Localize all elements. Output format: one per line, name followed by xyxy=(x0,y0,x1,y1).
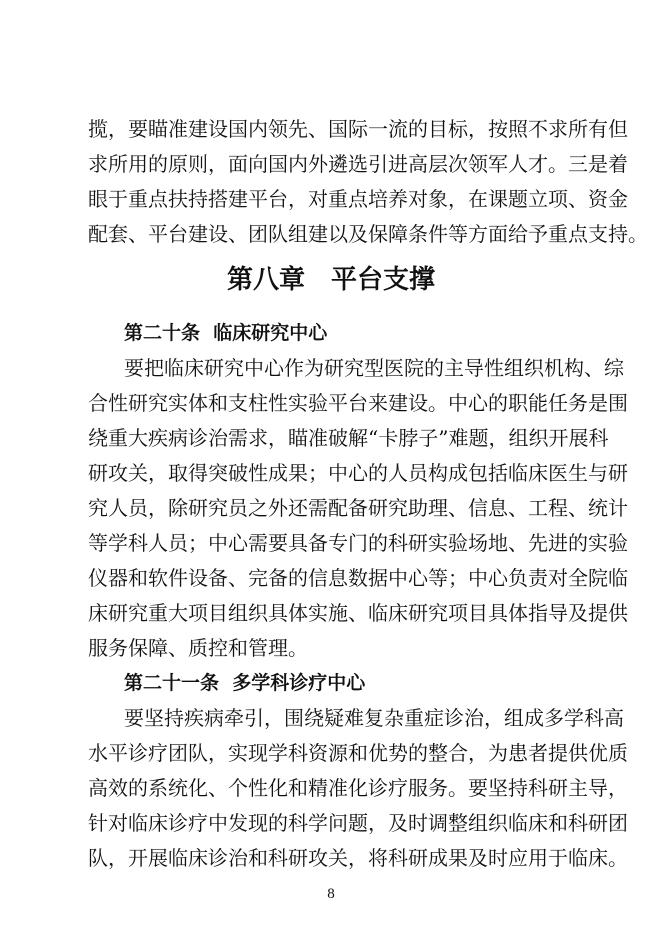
body-text-line: 合性研究实体和支柱性实验平台来建设。中心的职能任务是围 xyxy=(88,391,628,415)
body-text-line: 服务保障、质控和管理。 xyxy=(88,636,308,660)
body-text-line: 水平诊疗团队，实现学科资源和优势的整合，为患者提供优质 xyxy=(88,741,628,765)
body-text-line: 配套、平台建设、团队组建以及保障条件等方面给予重点支持。 xyxy=(88,222,648,246)
body-text-line: 要把临床研究中心作为研究型医院的主导性组织机构、综 xyxy=(124,356,624,380)
body-text-line: 眼于重点扶持搭建平台，对重点培养对象，在课题立项、资金 xyxy=(88,187,628,211)
body-text-line: 研攻关，取得突破性成果；中心的人员构成包括临床医生与研 xyxy=(88,461,628,485)
body-text-line: 要坚持疾病牵引，围绕疑难复杂重症诊治，组成多学科高 xyxy=(124,706,624,730)
body-text-line: 针对临床诊疗中发现的科学问题，及时调整组织临床和科研团 xyxy=(88,811,628,835)
page-number: 8 xyxy=(327,886,335,902)
article-heading: 第二十条 临床研究中心 xyxy=(124,322,328,344)
body-text-line: 求所用的原则，面向国内外遴选引进高层次领军人才。三是着 xyxy=(88,152,628,176)
body-text-line: 仪器和软件设备、完备的信息数据中心等；中心负责对全院临 xyxy=(88,566,628,590)
body-text-line: 究人员，除研究员之外还需配备研究助理、信息、工程、统计 xyxy=(88,496,628,520)
body-text-line: 绕重大疾病诊治需求，瞄准破解“卡脖子”难题，组织开展科 xyxy=(88,426,609,450)
article-heading: 第二十一条 多学科诊疗中心 xyxy=(124,672,366,694)
chapter-title: 第八章 平台支撑 xyxy=(226,265,435,295)
body-text-line: 等学科人员；中心需要具备专门的科研实验场地、先进的实验 xyxy=(88,531,628,555)
body-text-line: 队，开展临床诊治和科研攻关，将科研成果及时应用于临床。 xyxy=(88,846,628,870)
body-text-line: 床研究重大项目组织具体实施、临床研究项目具体指导及提供 xyxy=(88,601,628,625)
body-text-line: 高效的系统化、个性化和精准化诊疗服务。要坚持科研主导， xyxy=(88,776,628,800)
body-text-line: 揽，要瞄准建设国内领先、国际一流的目标，按照不求所有但 xyxy=(88,117,628,141)
